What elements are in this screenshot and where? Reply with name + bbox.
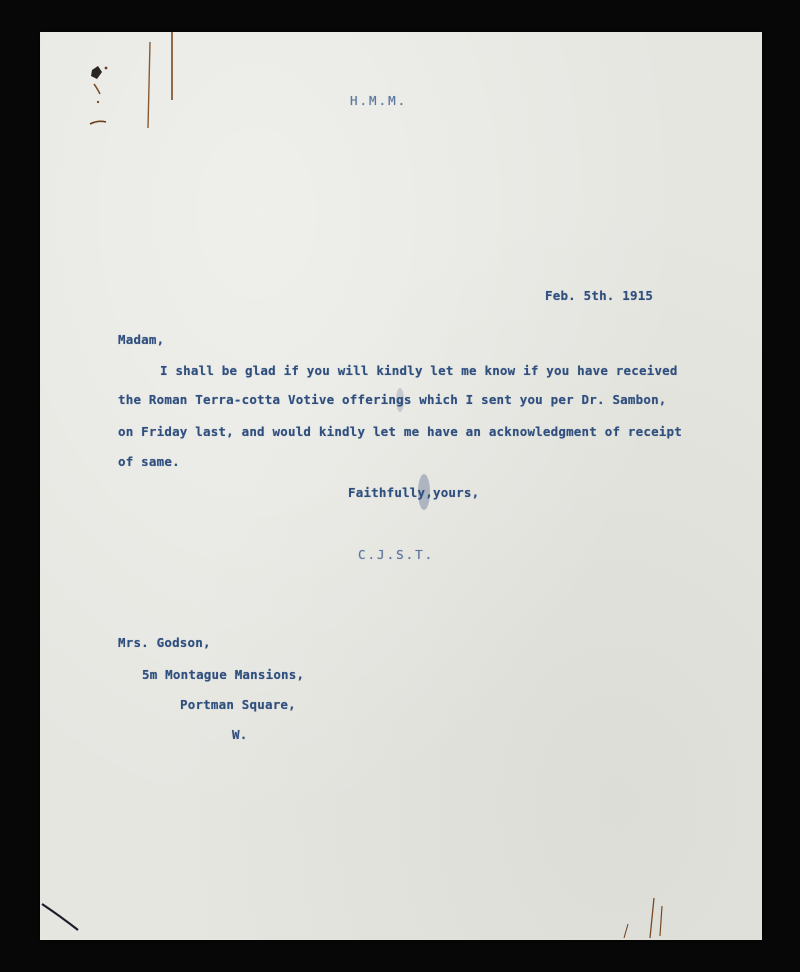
bottom-edge-marks (618, 894, 668, 940)
closing: Faithfully,yours, (348, 485, 480, 500)
recipient-address-line-1: 5m Montague Mansions, (142, 667, 305, 682)
reference-initials: H.M.M. (350, 93, 408, 108)
recipient-name: Mrs. Godson, (118, 635, 211, 650)
corner-ink-mark (40, 898, 90, 938)
salutation: Madam, (118, 332, 165, 347)
recipient-address-line-3: W. (232, 727, 248, 742)
letter-page (40, 32, 762, 940)
recipient-address-line-2: Portman Square, (180, 697, 296, 712)
body-line-4: of same. (118, 454, 180, 469)
body-line-1: I shall be glad if you will kindly let me know if you have received (160, 363, 678, 378)
signature-initials: C.J.S.T. (358, 547, 435, 562)
rust-stain-marks (84, 32, 184, 132)
body-line-2: the Roman Terra-cotta Votive offerings which I sent you per Dr. Sambon, (118, 392, 667, 407)
letter-date: Feb. 5th. 1915 (545, 288, 654, 303)
body-line-3: on Friday last, and would kindly let me have an acknowledgment of receipt (118, 424, 682, 439)
